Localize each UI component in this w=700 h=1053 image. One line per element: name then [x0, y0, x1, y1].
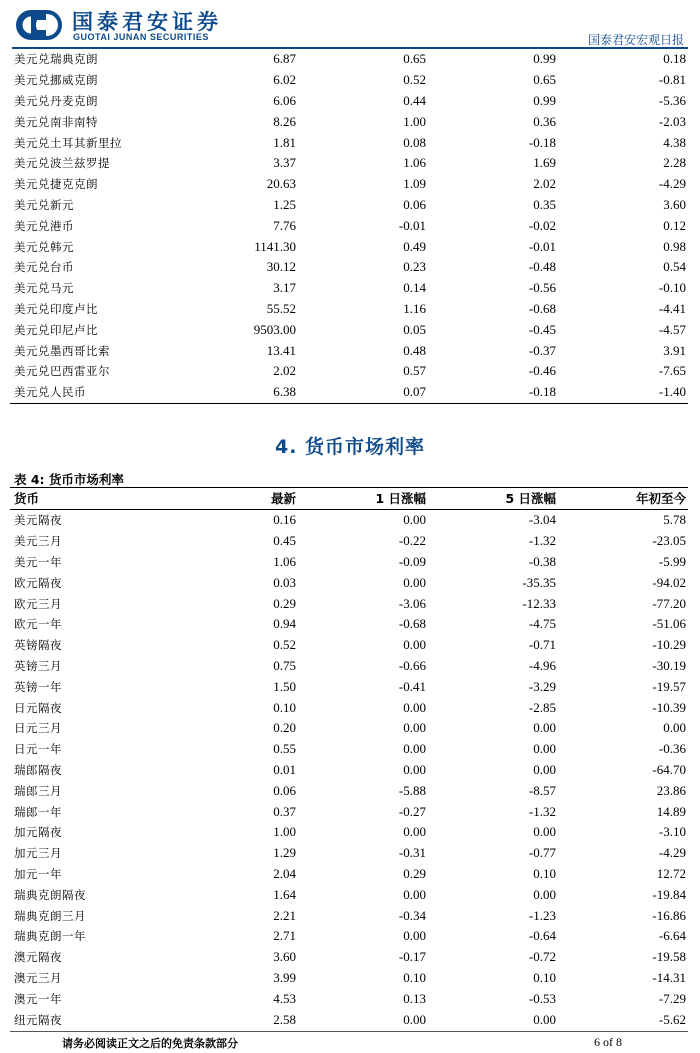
row-value: -0.81: [658, 72, 686, 88]
row-value: 13.41: [266, 342, 296, 358]
row-value: 3.60: [663, 196, 686, 212]
row-value: 0.94: [273, 616, 296, 632]
row-value: 0.29: [273, 595, 296, 611]
row-value: 1.50: [273, 678, 296, 694]
table-row: [10, 132, 688, 153]
row-value: -19.84: [652, 886, 686, 902]
row-value: 2.04: [273, 865, 296, 881]
table-row: [10, 215, 688, 236]
row-value: 6.06: [273, 92, 296, 108]
row-value: -0.02: [528, 217, 556, 233]
row-value: 0.29: [403, 865, 426, 881]
row-value: 2.02: [273, 363, 296, 379]
row-value: 0.00: [403, 928, 426, 944]
row-value: -5.99: [658, 553, 686, 569]
row-value: -0.01: [528, 238, 556, 254]
row-value: -0.17: [398, 949, 426, 965]
column-header-latest: 最新: [158, 489, 298, 510]
table-row: [10, 760, 688, 781]
column-header-ytd: 年初至今: [558, 489, 688, 510]
row-value: 0.00: [403, 761, 426, 777]
row-value: -1.32: [528, 803, 556, 819]
row-label: 美元隔夜: [14, 513, 62, 528]
row-label: 美元兑印尼卢比: [14, 322, 98, 337]
row-value: 2.71: [273, 928, 296, 944]
row-value: 0.08: [403, 134, 426, 150]
row-value: 6.38: [273, 384, 296, 400]
report-name: 国泰君安宏观日报: [587, 33, 684, 47]
row-value: 0.00: [533, 720, 556, 736]
row-value: 0.01: [273, 761, 296, 777]
row-value: -0.22: [398, 533, 426, 549]
row-value: 0.00: [663, 720, 686, 736]
row-value: 0.99: [533, 92, 556, 108]
table-header-row: [10, 489, 688, 510]
row-value: 0.00: [403, 741, 426, 757]
row-value: -1.40: [658, 384, 686, 400]
row-label: 日元三月: [14, 721, 62, 736]
row-value: -19.57: [652, 678, 686, 694]
row-value: 2.28: [663, 155, 686, 171]
row-value: -0.77: [528, 845, 556, 861]
row-value: 1.29: [273, 845, 296, 861]
row-value: 0.16: [273, 512, 296, 528]
table-row: [10, 593, 688, 614]
row-value: -0.27: [398, 803, 426, 819]
table-row: [10, 531, 688, 552]
row-value: 3.60: [273, 949, 296, 965]
row-value: 20.63: [266, 176, 296, 192]
fx-rate-table-body: [10, 49, 688, 403]
row-value: 0.00: [403, 886, 426, 902]
row-value: 0.55: [273, 741, 296, 757]
row-value: -16.86: [652, 907, 686, 923]
row-value: -3.10: [658, 824, 686, 840]
row-value: 1141.30: [254, 238, 296, 254]
row-value: 0.52: [403, 72, 426, 88]
row-value: -1.23: [528, 907, 556, 923]
row-label: 瑞典克朗一年: [14, 929, 86, 944]
row-value: 0.06: [273, 782, 296, 798]
table-row: [10, 195, 688, 216]
row-value: -7.65: [658, 363, 686, 379]
table-row: [10, 340, 688, 361]
row-value: -0.72: [528, 949, 556, 965]
row-value: -0.18: [528, 134, 556, 150]
table-row: [10, 1009, 688, 1030]
row-value: 1.06: [403, 155, 426, 171]
row-value: -10.39: [652, 699, 686, 715]
row-value: 5.78: [663, 512, 686, 528]
row-value: 4.38: [663, 134, 686, 150]
disclaimer-text: 请务必阅读正文之后的免责条款部分: [62, 1037, 238, 1050]
row-value: 6.02: [273, 72, 296, 88]
table-row: [10, 968, 688, 989]
row-value: 0.00: [403, 512, 426, 528]
row-value: 8.26: [273, 113, 296, 129]
row-value: 1.25: [273, 196, 296, 212]
row-value: -2.03: [658, 113, 686, 129]
row-label: 加元隔夜: [14, 825, 62, 840]
row-label: 澳元一年: [14, 991, 62, 1006]
row-value: -4.96: [528, 657, 556, 673]
row-label: 欧元三月: [14, 596, 62, 611]
row-value: -5.62: [658, 1011, 686, 1027]
row-value: -3.29: [528, 678, 556, 694]
row-value: -8.57: [528, 782, 556, 798]
table-row: [10, 153, 688, 174]
row-value: -0.46: [528, 363, 556, 379]
table-row: [10, 843, 688, 864]
row-value: 0.05: [403, 321, 426, 337]
row-value: 12.72: [656, 865, 686, 881]
row-value: 0.12: [663, 217, 686, 233]
row-value: 2.02: [533, 176, 556, 192]
row-value: -3.06: [398, 595, 426, 611]
row-value: -0.31: [398, 845, 426, 861]
row-value: -0.71: [528, 637, 556, 653]
table-row: [10, 319, 688, 340]
table-row: [10, 174, 688, 195]
row-value: -30.19: [652, 657, 686, 673]
row-value: -0.09: [398, 553, 426, 569]
row-value: -0.53: [528, 990, 556, 1006]
row-value: 3.99: [273, 969, 296, 985]
table-row: [10, 801, 688, 822]
row-value: 0.00: [533, 1011, 556, 1027]
table-row: [10, 718, 688, 739]
row-value: -77.20: [652, 595, 686, 611]
row-value: 0.00: [533, 824, 556, 840]
row-value: 0.98: [663, 238, 686, 254]
row-value: -0.36: [658, 741, 686, 757]
row-label: 瑞典克朗隔夜: [14, 887, 86, 902]
table-caption: 表 4: 货币市场利率: [14, 472, 124, 487]
row-value: 0.52: [273, 637, 296, 653]
row-value: -0.41: [398, 678, 426, 694]
row-value: 0.35: [533, 196, 556, 212]
row-label: 瑞郎一年: [14, 804, 62, 819]
row-label: 瑞郎隔夜: [14, 762, 62, 777]
row-value: 0.18: [663, 51, 686, 67]
table-row: [10, 361, 688, 382]
row-value: 0.10: [273, 699, 296, 715]
row-value: -35.35: [522, 574, 556, 590]
row-value: 1.69: [533, 155, 556, 171]
row-value: -0.38: [528, 553, 556, 569]
row-value: -94.02: [652, 574, 686, 590]
row-value: 0.00: [533, 886, 556, 902]
row-label: 英镑三月: [14, 658, 62, 673]
row-label: 澳元三月: [14, 970, 62, 985]
guotai-junan-logo-icon: [14, 8, 62, 42]
row-label: 日元隔夜: [14, 700, 62, 715]
section-title: 4. 货币市场利率: [274, 436, 426, 458]
row-value: 3.37: [273, 155, 296, 171]
row-value: -0.56: [528, 280, 556, 296]
row-value: -4.57: [658, 321, 686, 337]
row-value: -0.48: [528, 259, 556, 275]
table-row: [10, 70, 688, 91]
table-row: [10, 49, 688, 70]
row-value: -0.68: [528, 300, 556, 316]
row-value: 0.65: [403, 51, 426, 67]
table-row: [10, 635, 688, 656]
row-label: 美元兑瑞典克朗: [14, 52, 98, 67]
row-value: 55.52: [266, 300, 296, 316]
row-value: 2.58: [273, 1011, 296, 1027]
row-label: 纽元隔夜: [14, 1012, 62, 1027]
footer-divider: [10, 1031, 688, 1032]
row-label: 美元兑印度卢比: [14, 301, 98, 316]
row-label: 澳元隔夜: [14, 950, 62, 965]
row-value: 0.49: [403, 238, 426, 254]
caption-divider: [10, 487, 688, 488]
table-row: [10, 257, 688, 278]
row-label: 加元三月: [14, 846, 62, 861]
row-label: 美元兑港币: [14, 218, 74, 233]
row-value: -0.37: [528, 342, 556, 358]
table-row: [10, 780, 688, 801]
row-value: -0.45: [528, 321, 556, 337]
table-row: [10, 905, 688, 926]
row-value: 0.10: [533, 865, 556, 881]
table-row: [10, 926, 688, 947]
row-label: 英镑隔夜: [14, 638, 62, 653]
row-value: 0.14: [403, 280, 426, 296]
page-number: 6 of 8: [594, 1035, 622, 1049]
table-row: [10, 91, 688, 112]
row-value: 0.13: [403, 990, 426, 1006]
row-value: -4.75: [528, 616, 556, 632]
row-label: 美元兑人民币: [14, 385, 86, 400]
row-value: -64.70: [652, 761, 686, 777]
column-header-1d-change: 1 日涨幅: [298, 489, 428, 510]
row-label: 日元一年: [14, 742, 62, 757]
table-row: [10, 864, 688, 885]
row-value: -0.01: [398, 217, 426, 233]
column-header-currency: 货币: [10, 489, 158, 510]
row-label: 美元兑墨西哥比索: [14, 343, 110, 358]
row-label: 美元兑土耳其新里拉: [14, 135, 122, 150]
row-label: 美元兑南非南特: [14, 114, 98, 129]
row-value: 0.57: [403, 363, 426, 379]
row-value: 0.65: [533, 72, 556, 88]
row-value: 0.00: [403, 824, 426, 840]
row-label: 加元一年: [14, 866, 62, 881]
row-value: 1.16: [403, 300, 426, 316]
row-value: 1.00: [273, 824, 296, 840]
row-value: 0.03: [273, 574, 296, 590]
row-value: 0.54: [663, 259, 686, 275]
table-row: [10, 822, 688, 843]
row-label: 美元兑韩元: [14, 239, 74, 254]
row-value: 0.36: [533, 113, 556, 129]
row-value: 30.12: [266, 259, 296, 275]
row-value: 0.10: [403, 969, 426, 985]
row-value: 1.81: [273, 134, 296, 150]
row-value: 0.00: [403, 699, 426, 715]
row-value: -4.29: [658, 845, 686, 861]
row-label: 美元三月: [14, 534, 62, 549]
row-value: -0.64: [528, 928, 556, 944]
row-label: 美元兑波兰兹罗提: [14, 156, 110, 171]
row-value: 6.87: [273, 51, 296, 67]
row-value: -0.66: [398, 657, 426, 673]
row-value: 14.89: [656, 803, 686, 819]
table-row: [10, 739, 688, 760]
row-value: -4.41: [658, 300, 686, 316]
row-value: 7.76: [273, 217, 296, 233]
row-label: 美元兑丹麦克朗: [14, 93, 98, 108]
table-row: [10, 572, 688, 593]
company-logo-english: GUOTAI JUNAN SECURITIES: [73, 32, 209, 42]
row-value: -5.88: [398, 782, 426, 798]
row-label: 瑞郎三月: [14, 783, 62, 798]
row-label: 美元兑挪威克朗: [14, 73, 98, 88]
row-value: 0.99: [533, 51, 556, 67]
row-value: -19.58: [652, 949, 686, 965]
row-label: 英镑一年: [14, 679, 62, 694]
row-label: 美元兑马元: [14, 281, 74, 296]
row-value: -0.10: [658, 280, 686, 296]
row-value: 0.44: [403, 92, 426, 108]
money-market-table: [10, 489, 688, 1030]
column-header-5d-change: 5 日涨幅: [428, 489, 558, 510]
row-value: 0.00: [403, 720, 426, 736]
table-row: [10, 278, 688, 299]
table-row: [10, 552, 688, 573]
table-row: [10, 236, 688, 257]
row-value: 0.23: [403, 259, 426, 275]
row-label: 美元兑巴西雷亚尔: [14, 364, 110, 379]
row-value: -4.29: [658, 176, 686, 192]
row-value: -3.04: [528, 512, 556, 528]
row-label: 欧元一年: [14, 617, 62, 632]
row-value: -6.64: [658, 928, 686, 944]
row-value: -23.05: [652, 533, 686, 549]
row-label: 美元兑新元: [14, 197, 74, 212]
row-value: 3.17: [273, 280, 296, 296]
company-logo-text: 国泰君安证券: [72, 10, 222, 34]
table-row: [10, 947, 688, 968]
row-value: -0.34: [398, 907, 426, 923]
row-label: 美元一年: [14, 554, 62, 569]
row-value: 0.20: [273, 720, 296, 736]
table-row: [10, 697, 688, 718]
row-value: 0.37: [273, 803, 296, 819]
row-value: 0.00: [403, 637, 426, 653]
row-value: 0.48: [403, 342, 426, 358]
row-label: 瑞典克朗三月: [14, 908, 86, 923]
fx-rate-table: [10, 49, 688, 404]
row-value: -5.36: [658, 92, 686, 108]
row-value: 9503.00: [253, 321, 296, 337]
page-header: [0, 0, 700, 48]
row-value: 0.00: [403, 574, 426, 590]
money-market-table-body: [10, 510, 688, 1030]
row-value: 0.00: [533, 761, 556, 777]
row-value: 1.64: [273, 886, 296, 902]
table-row: [10, 111, 688, 132]
row-value: -7.29: [658, 990, 686, 1006]
row-value: -12.33: [522, 595, 556, 611]
table-row: [10, 884, 688, 905]
row-label: 欧元隔夜: [14, 575, 62, 590]
row-value: -2.85: [528, 699, 556, 715]
table-row: [10, 510, 688, 531]
table-row: [10, 299, 688, 320]
table-row: [10, 676, 688, 697]
row-value: 1.00: [403, 113, 426, 129]
row-value: 3.91: [663, 342, 686, 358]
row-value: -51.06: [652, 616, 686, 632]
table-row: [10, 656, 688, 677]
row-value: 23.86: [656, 782, 686, 798]
table-row: [10, 614, 688, 635]
row-value: 0.00: [403, 1011, 426, 1027]
row-value: -10.29: [652, 637, 686, 653]
row-value: 2.21: [273, 907, 296, 923]
row-value: -0.68: [398, 616, 426, 632]
row-value: 0.07: [403, 384, 426, 400]
table-row: [10, 988, 688, 1009]
row-value: 1.06: [273, 553, 296, 569]
row-value: 0.10: [533, 969, 556, 985]
row-value: 0.06: [403, 196, 426, 212]
row-label: 美元兑捷克克朗: [14, 177, 98, 192]
row-label: 美元兑台币: [14, 260, 74, 275]
row-value: -1.32: [528, 533, 556, 549]
row-value: 0.45: [273, 533, 296, 549]
row-value: -0.18: [528, 384, 556, 400]
row-value: 0.00: [533, 741, 556, 757]
row-value: 1.09: [403, 176, 426, 192]
table-row: [10, 382, 688, 403]
row-value: -14.31: [652, 969, 686, 985]
row-value: 4.53: [273, 990, 296, 1006]
row-value: 0.75: [273, 657, 296, 673]
